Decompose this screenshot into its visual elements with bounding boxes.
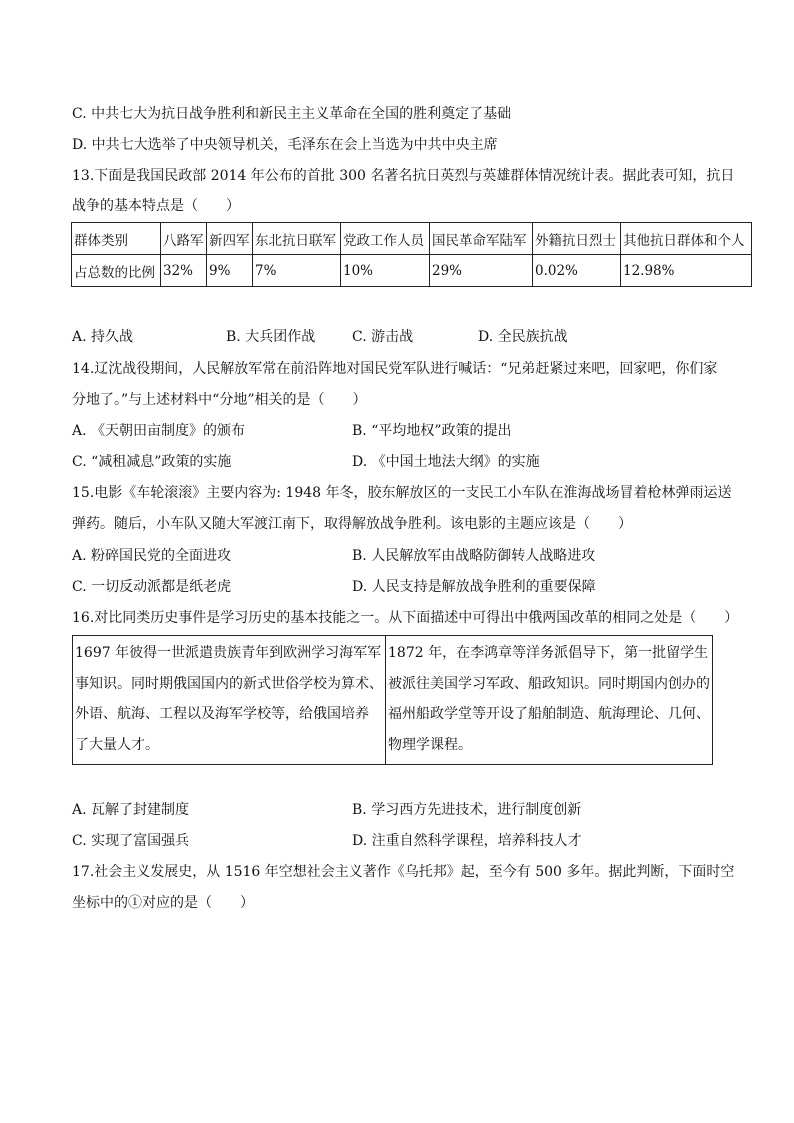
table-cell: 新四军 xyxy=(207,223,253,255)
q16-stem: 16.对比同类历史事件是学习历史的基本技能之一。从下面描述中可得出中俄两国改革的相同之处是（ ） xyxy=(72,610,739,626)
cell-line: 被派往美国学习军政、船政知识。同时期国内创办的 xyxy=(388,675,710,692)
china-reform-cell xyxy=(386,636,713,765)
cell-line: 物理学课程。 xyxy=(388,736,472,753)
table-cell: 29% xyxy=(430,255,533,287)
table-cell: 32% xyxy=(161,255,207,287)
q13-option-a: A. 持久战 xyxy=(72,329,134,345)
table-cell: 7% xyxy=(253,255,341,287)
table-cell: 群体类别 xyxy=(72,223,161,255)
q15-option-a: A. 粉碎国民党的全面进攻 xyxy=(72,548,232,564)
q15-option-b: B. 人民解放军由战略防御转人战略进攻 xyxy=(352,548,596,564)
q14-option-a: A. 《天朝田亩制度》的颁布 xyxy=(72,423,246,439)
q13-stats-table xyxy=(71,222,752,287)
q12-option-d: D. 中共七大选举了中央领导机关，毛泽东在会上当选为中共中央主席 xyxy=(72,137,498,153)
q14-option-d: D. 《中国土地法大纲》的实施 xyxy=(352,454,540,470)
q13-option-b: B. 大兵团作战 xyxy=(226,329,316,345)
table-row xyxy=(73,636,713,765)
q14-option-b: B. “平均地权”政策的提出 xyxy=(352,423,512,439)
q17-stem-line1: 17.社会主义发展史，从 1516 年空想社会主义著作《乌托邦》起，至今有 500 多年。据此判断，下面时空 xyxy=(72,864,735,880)
cell-line: 事知识。同时期俄国国内的新式世俗学校为算术、 xyxy=(75,675,383,692)
table-cell: 国民革命军陆军 xyxy=(430,223,533,255)
q15-stem-line1: 15.电影《车轮滚滚》主要内容为: 1948 年冬，胶东解放区的一支民工小车队在淮海战场冒着枪林弹雨运送 xyxy=(72,485,732,501)
table-cell: 0.02% xyxy=(533,255,621,287)
table-cell: 党政工作人员 xyxy=(341,223,430,255)
q16-option-d: D. 注重自然科学课程，培养科技人才 xyxy=(352,833,582,849)
cell-line: 1697 年彼得一世派遣贵族青年到欧洲学习海军军 xyxy=(75,645,382,661)
cell-line: 外语、航海、工程以及海军学校等，给俄国培养 xyxy=(75,706,369,722)
q12-option-c: C. 中共七大为抗日战争胜利和新民主主义革命在全国的胜利奠定了基础 xyxy=(72,106,512,122)
q13-stem-line2: 战争的基本特点是（ ） xyxy=(72,198,240,214)
table-row xyxy=(72,255,752,287)
cell-line: 了大量人才。 xyxy=(75,736,159,753)
cell-line: 福州船政学堂等开设了船舶制造、航海理论、几何、 xyxy=(388,706,710,722)
q15-option-d: D. 人民支持是解放战争胜利的重要保障 xyxy=(352,579,596,595)
q16-compare-table xyxy=(72,635,713,765)
table-cell: 占总数的比例 xyxy=(72,255,161,287)
table-cell: 12.98% xyxy=(621,255,752,287)
table-cell: 八路军 xyxy=(161,223,207,255)
q14-stem-line2: 分地了。”与上述材料中“分地”相关的是（ ） xyxy=(72,392,367,408)
table-row xyxy=(72,223,752,255)
q13-option-d: D. 全民族抗战 xyxy=(478,329,568,345)
q16-option-c: C. 实现了富国强兵 xyxy=(72,833,190,849)
q14-option-c: C. “减租减息”政策的实施 xyxy=(72,454,232,470)
table-cell: 9% xyxy=(207,255,253,287)
table-cell: 外籍抗日烈士 xyxy=(533,223,621,255)
q16-option-a: A. 瓦解了封建制度 xyxy=(72,802,190,818)
q13-option-c: C. 游击战 xyxy=(352,329,414,345)
table-cell: 其他抗日群体和个人 xyxy=(621,223,752,255)
q16-option-b: B. 学习西方先进技术，进行制度创新 xyxy=(352,802,582,818)
q15-option-c: C. 一切反动派都是纸老虎 xyxy=(72,579,232,595)
q17-stem-line2: 坐标中的①对应的是（ ） xyxy=(72,895,254,911)
cell-line: 1872 年，在李鸿章等洋务派倡导下，第一批留学生 xyxy=(388,645,709,661)
russia-reform-cell xyxy=(73,636,386,765)
q15-stem-line2: 弹药。随后，小车队又随大军渡江南下，取得解放战争胜利。该电影的主题应该是（ ） xyxy=(72,516,632,532)
q14-stem-line1: 14.辽沈战役期间，人民解放军常在前沿阵地对国民党军队进行喊话：“兄弟赶紧过来吧，回家吧，你们家 xyxy=(72,361,718,377)
q13-stem-line1: 13.下面是我国民政部 2014 年公布的首批 300 名著名抗日英烈与英雄群体情况统计表。据此表可知，抗日 xyxy=(72,168,735,184)
table-cell: 东北抗日联军 xyxy=(253,223,341,255)
table-cell: 10% xyxy=(341,255,430,287)
